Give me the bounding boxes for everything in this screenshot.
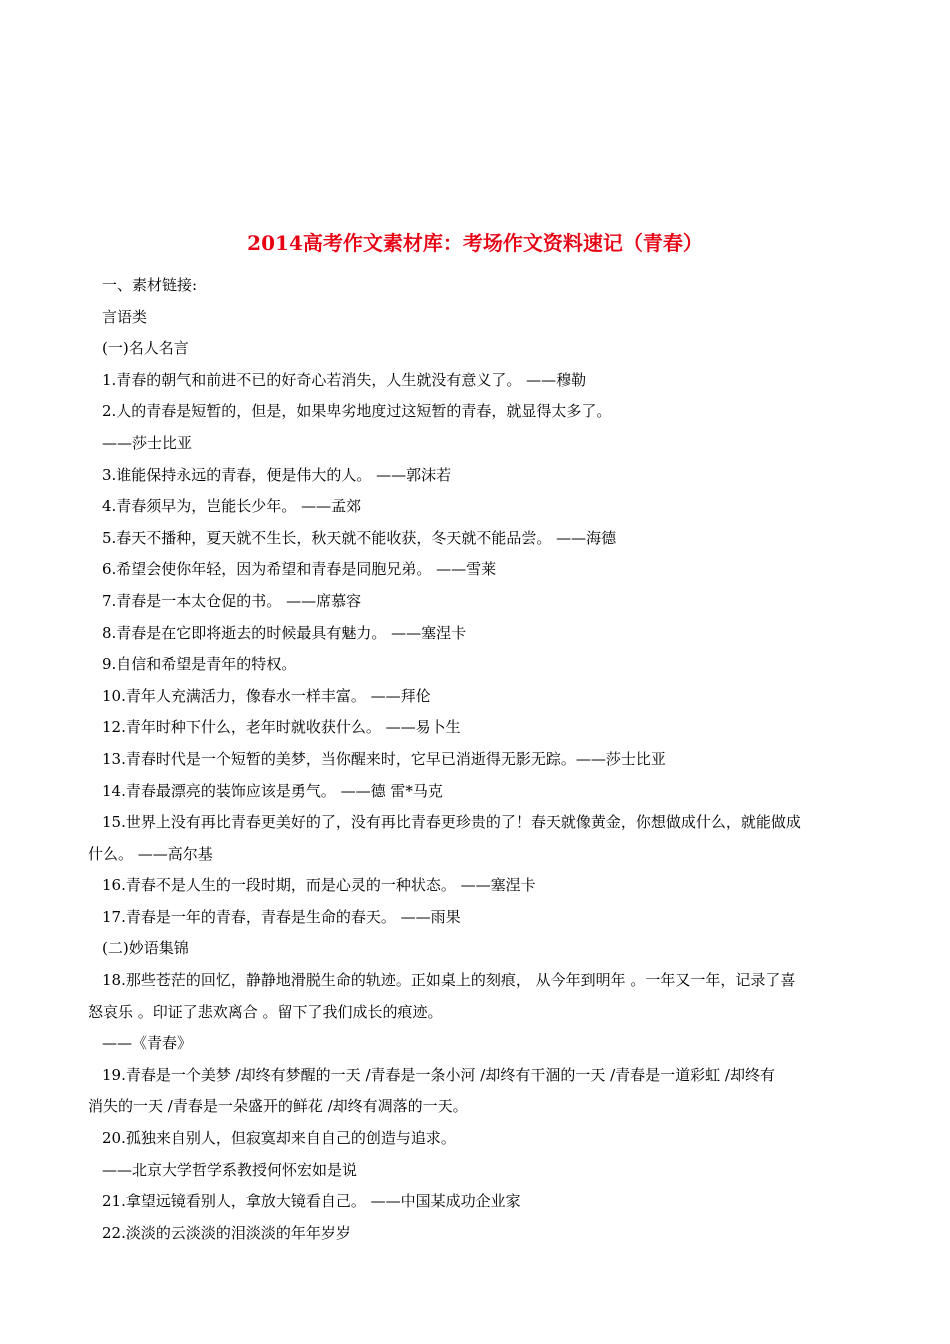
- quote-line: 20.孤独来自别人，但寂寞却来自自己的创造与追求。: [102, 1129, 456, 1148]
- quote-line: 1.青春的朝气和前进不已的好奇心若消失，人生就没有意义了。 ——穆勒: [102, 370, 587, 389]
- quote-line: 6.希望会使你年轻，因为希望和青春是同胞兄弟。 ——雪莱: [102, 560, 497, 579]
- document-body: [88, 270, 884, 1249]
- quote-line: 22.淡淡的云淡淡的泪淡淡的年年岁岁: [102, 1223, 351, 1242]
- quote-line: 7.青春是一本太仓促的书。 ——席慕容: [102, 591, 362, 610]
- quote-continuation: 消失的一天 /青春是一朵盛开的鲜花 /却终有凋落的一天。: [88, 1097, 468, 1116]
- quote-line: 9.自信和希望是青年的特权。: [102, 655, 297, 674]
- quote-line: 16.青春不是人生的一段时期，而是心灵的一种状态。 ——塞涅卡: [102, 876, 536, 895]
- quote-attribution: ——《青春》: [102, 1034, 193, 1053]
- subsection-heading: (二)妙语集锦: [102, 939, 189, 958]
- document-title: 2014高考作文素材库：考场作文资料速记（青春）: [247, 231, 703, 255]
- quote-line: 2.人的青春是短暂的，但是，如果卑劣地度过这短暂的青春，就显得太多了。: [102, 402, 612, 421]
- quote-line: 5.春天不播种，夏天就不生长，秋天就不能收获，冬天就不能品尝。 ——海德: [102, 528, 617, 547]
- quote-line: 12.青年时种下什么，老年时就收获什么。 ——易卜生: [102, 718, 461, 737]
- quote-line: 15.世界上没有再比青春更美好的了，没有再比青春更珍贵的了！春天就像黄金，你想做成什么，就能做成: [102, 813, 801, 832]
- quote-line: 10.青年人充满活力，像春水一样丰富。 ——拜伦: [102, 686, 431, 705]
- category-label: 言语类: [102, 307, 148, 326]
- quote-line: 4.青春须早为，岂能长少年。 ——孟郊: [102, 497, 362, 516]
- quote-attribution: ——北京大学哲学系教授何怀宏如是说: [102, 1160, 358, 1179]
- quote-line: 21.拿望远镜看别人，拿放大镜看自己。 ——中国某成功企业家: [102, 1192, 521, 1211]
- quote-line: 18.那些苍茫的回忆，静静地滑脱生命的轨迹。正如桌上的刻痕， 从今年到明年 。一年又一年，记录了喜: [102, 971, 796, 990]
- quote-line: 8.青春是在它即将逝去的时候最具有魅力。 ——塞涅卡: [102, 623, 467, 642]
- quote-line: 3.谁能保持永远的青春，便是伟大的人。 ——郭沫若: [102, 465, 452, 484]
- quote-continuation: 什么。 ——高尔基: [88, 844, 213, 863]
- quote-line: 19.青春是一个美梦 /却终有梦醒的一天 /青春是一条小河 /却终有干涸的一天 /青春是一道彩虹 /却终有: [102, 1065, 775, 1084]
- quote-continuation: 怒哀乐 。印证了悲欢离合 。留下了我们成长的痕迹。: [88, 1002, 443, 1021]
- section-heading: 一、素材链接:: [102, 276, 198, 294]
- quote-attribution: ——莎士比亚: [102, 433, 193, 452]
- quote-line: 17.青春是一年的青春，青春是生命的春天。 ——雨果: [102, 907, 461, 926]
- quote-line: 13.青春时代是一个短暂的美梦，当你醒来时，它早已消逝得无影无踪。——莎士比亚: [102, 749, 666, 768]
- quote-line: 14.青春最漂亮的装饰应该是勇气。 ——德 雷*马克: [102, 781, 443, 800]
- subsection-heading: (一)名人名言: [102, 339, 189, 358]
